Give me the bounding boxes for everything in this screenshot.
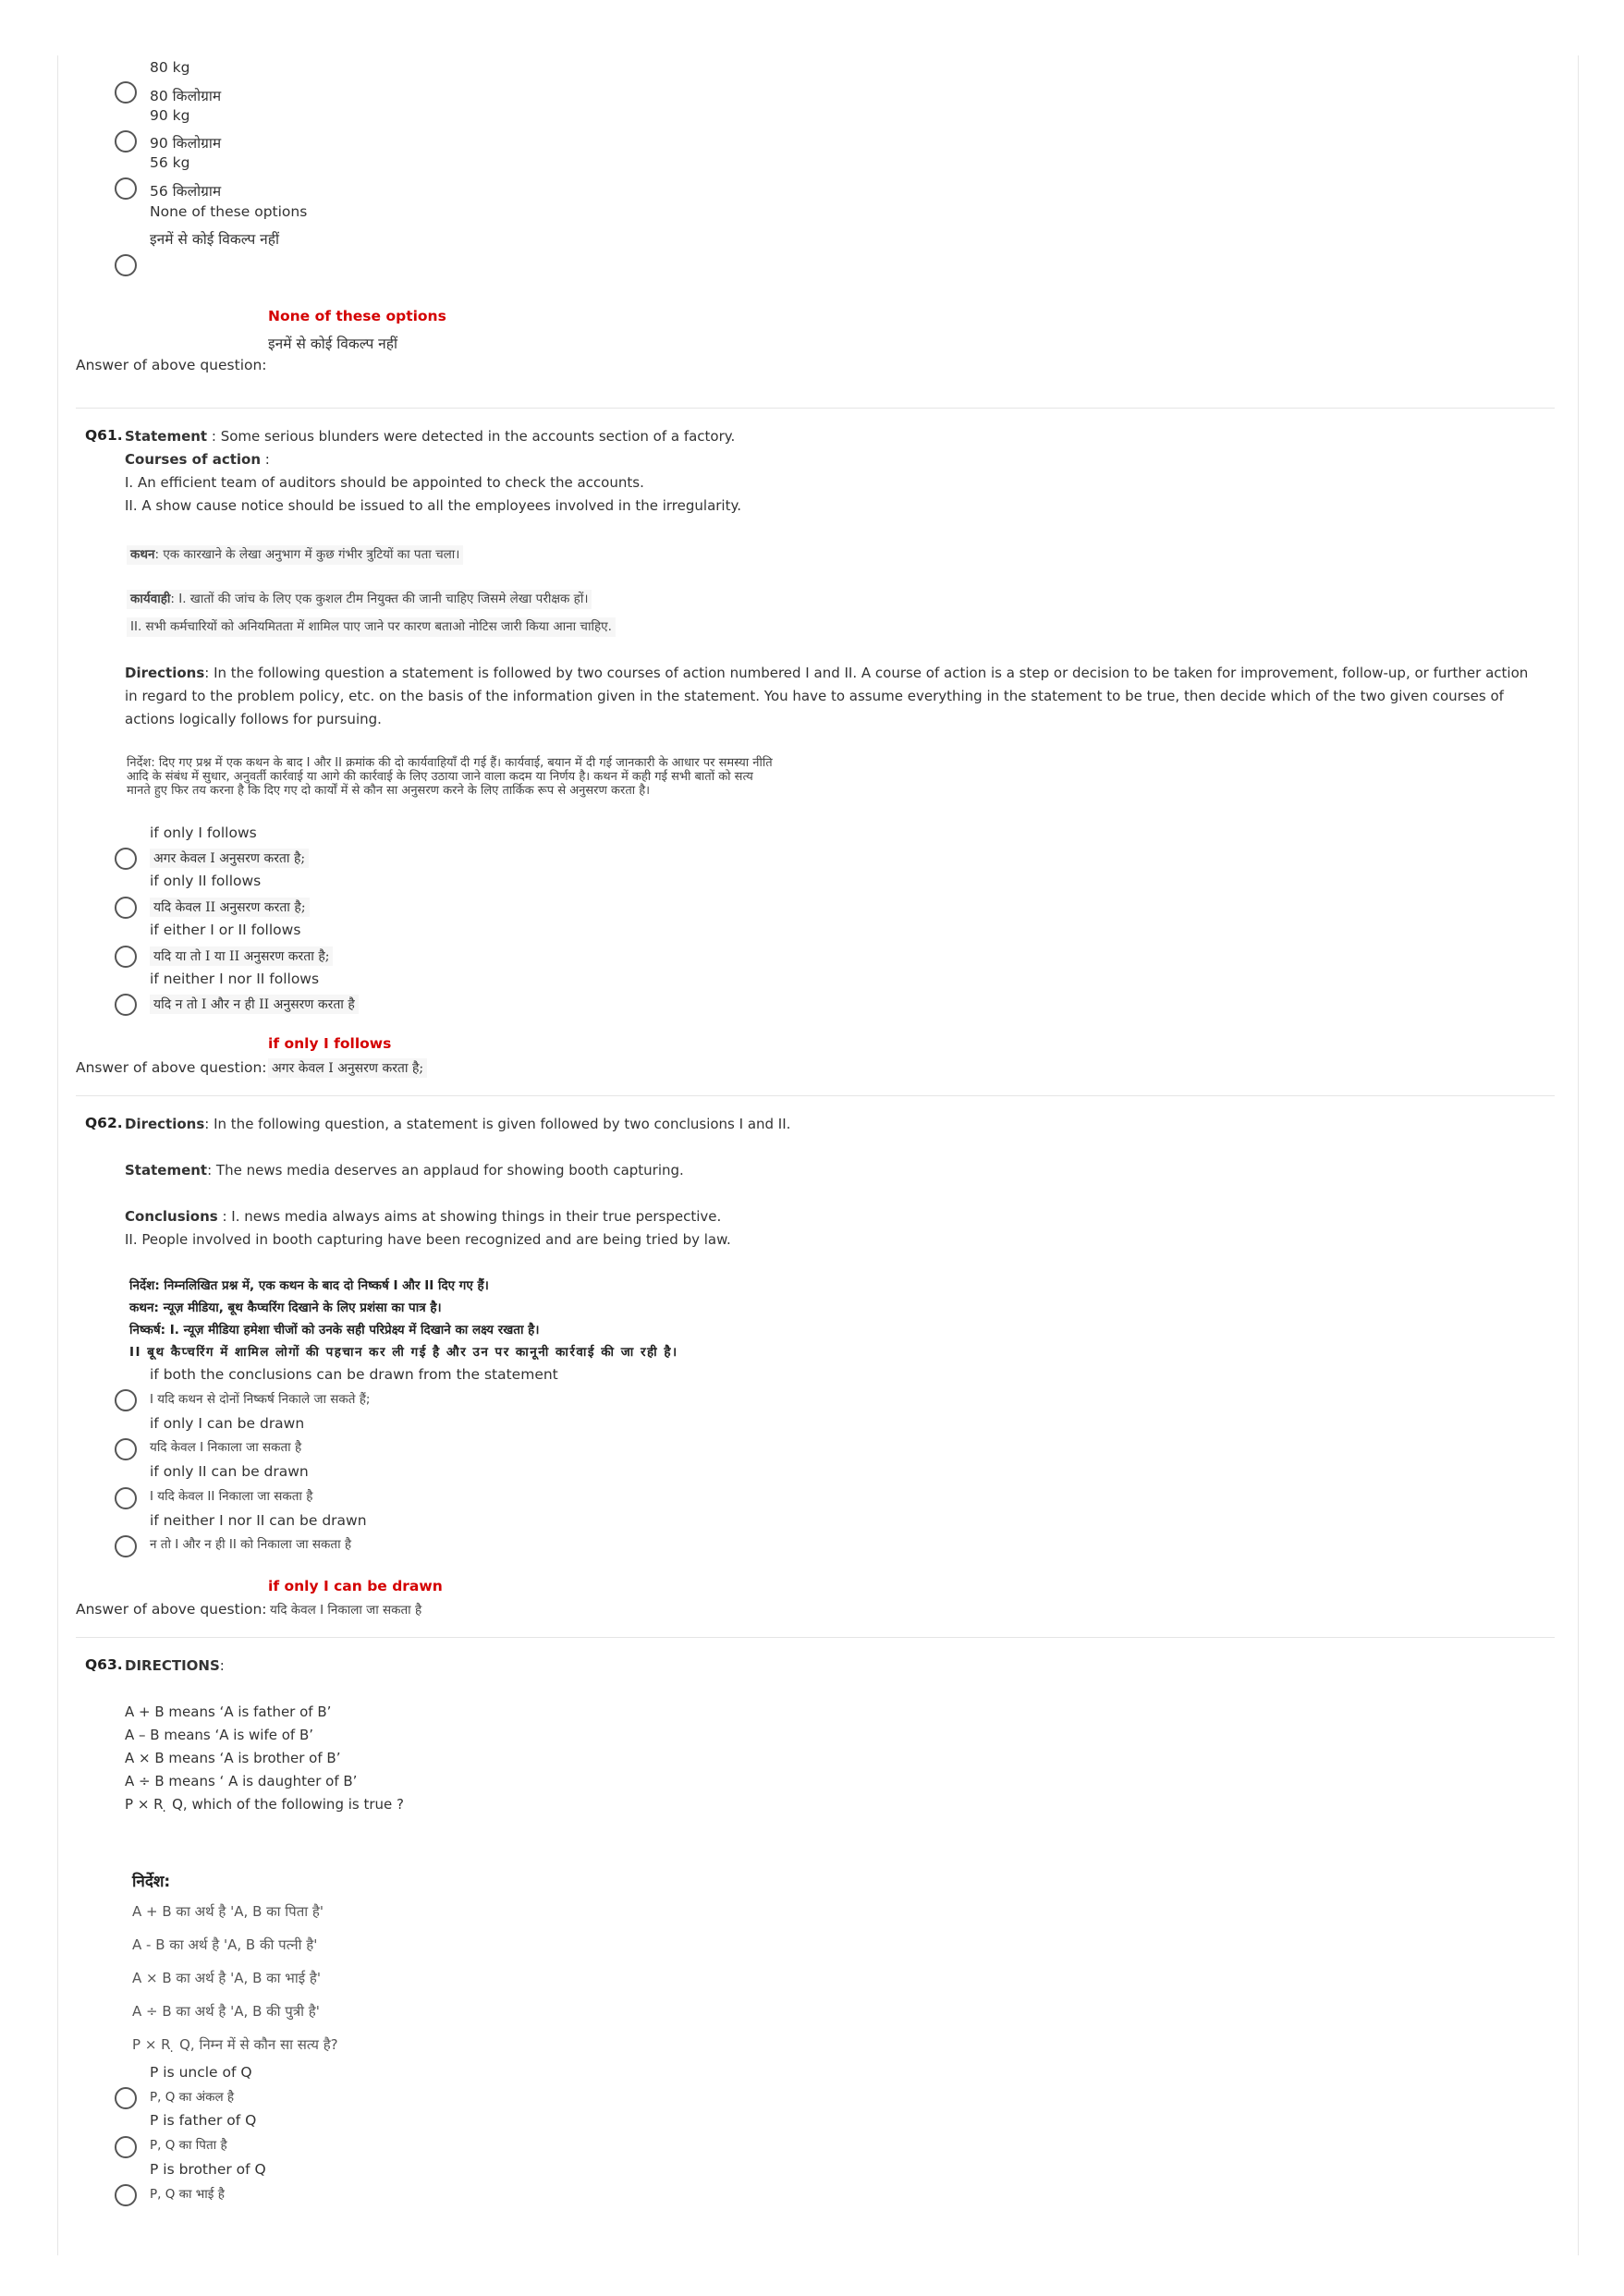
hindi-line: निर्देश: निम्नलिखित प्रश्न में, एक कथन के बाद दो निष्कर्ष I और II दिए गए हैं। (129, 1278, 489, 1293)
option-text-hindi: न तो I और न ही II को निकाला जा सकता है (150, 1537, 352, 1552)
option-radio[interactable] (115, 897, 137, 919)
hindi-statement-text: : एक कारखाने के लेखा अनुभाग में कुछ गंभीर त्रुटियों का पता चला। (154, 547, 460, 562)
hindi-line: II बूथ कैप्चरिंग में शामिल लोगों की पहचान कर ली गई है और उन पर कानूनी कार्रवाई की जा रही है। (129, 1345, 678, 1360)
option-radio[interactable] (115, 254, 137, 276)
directions-line (125, 1656, 225, 1675)
option-text-hindi: इनमें से कोई विकल्प नहीं (150, 231, 280, 248)
directions-text: : In the following question, a statement is given followed by two conclusions I and II. (204, 1116, 791, 1132)
statement-text: : The news media deserves an applaud for showing booth capturing. (207, 1162, 684, 1179)
conclusion-2: II. People involved in booth capturing have been recognized and are being tried by law. (125, 1231, 731, 1248)
hindi-action-text: : I. खातों की जांच के लिए एक कुशल टीम नियुक्त की जानी चाहिए जिसमे लेखा परीक्षक हों। (170, 592, 589, 606)
rule-line: A ÷ B means ‘ A is daughter of B’ (125, 1773, 358, 1789)
correct-answer: None of these options (268, 308, 446, 324)
hindi-rule-line: A ÷ B का अर्थ है 'A, B की पुत्री है' (132, 2003, 320, 2020)
option-text-hindi: I यदि केवल II निकाला जा सकता है (150, 1489, 313, 1504)
hindi-action-label: कार्यवाही (130, 592, 171, 606)
option-text-hindi: यदि केवल I निकाला जा सकता है (150, 1440, 302, 1455)
option-text-hindi: यदि केवल II अनुसरण करता है; (150, 898, 310, 917)
correct-answer: if only I can be drawn (268, 1578, 443, 1594)
rule-line: A × B means ‘A is brother of B’ (125, 1750, 341, 1766)
directions-label: DIRECTIONS (125, 1657, 220, 1674)
option-text: if neither I nor II can be drawn (150, 1512, 367, 1529)
hindi-statement-label: कथन (130, 547, 155, 562)
conclusion-1-text: : I. news media always aims at showing things in their true perspective. (222, 1208, 722, 1225)
option-text: 90 kg (150, 107, 190, 124)
conclusion-1 (125, 1207, 721, 1226)
option-text: if neither I nor II follows (150, 971, 320, 987)
correct-answer-hindi: इनमें से कोई विकल्प नहीं (268, 336, 398, 352)
correct-answer-hindi: यदि केवल I निकाला जा सकता है (270, 1603, 422, 1618)
option-text: P is brother of Q (150, 2161, 266, 2178)
hindi-rule-line: P × R ̣ Q, निम्न में से कौन सा सत्य है? (132, 2036, 338, 2053)
question-number: Q63. (85, 1656, 123, 1673)
directions-text: : In the following question a statement is followed by two courses of action numbered I and II. A course of action is a step or decision to be taken for improvement, follow-up, or further action in regard to the problem policy, etc. on the basis of the information given in the statement. You have to assume everything in the statement to be true, then decide which of the two given courses of actions logically follows for pursuing. (125, 665, 1529, 727)
option-radio[interactable] (115, 1389, 137, 1411)
statement-label: Statement (125, 428, 208, 445)
courses-line (125, 450, 270, 469)
option-text: if only II can be drawn (150, 1463, 309, 1480)
option-text: 80 kg (150, 59, 190, 76)
option-text: P is uncle of Q (150, 2064, 252, 2081)
hindi-directions-title: निर्देश: (132, 1873, 171, 1891)
statement-text: : Some serious blunders were detected in the accounts section of a factory. (211, 428, 736, 445)
hindi-rule-line: A + B का अर्थ है 'A, B का पिता है' (132, 1903, 324, 1920)
option-text-hindi: यदि न तो I और न ही II अनुसरण करता है (150, 995, 359, 1014)
hindi-action-1 (127, 590, 592, 609)
option-text: if only I can be drawn (150, 1415, 305, 1432)
option-text-hindi: यदि या तो I या II अनुसरण करता है; (150, 946, 333, 966)
option-text: P is father of Q (150, 2112, 257, 2129)
divider (76, 1095, 1555, 1096)
option-text: if only II follows (150, 873, 262, 889)
option-text-hindi: 90 किलोग्राम (150, 135, 222, 152)
correct-answer: if only I follows (268, 1035, 392, 1052)
option-radio[interactable] (115, 848, 137, 870)
course-1: I. An efficient team of auditors should be appointed to check the accounts. (125, 474, 644, 491)
option-radio[interactable] (115, 81, 137, 104)
courses-label: Courses of action (125, 451, 262, 468)
answer-label: Answer of above question: (76, 1059, 267, 1076)
page-frame (57, 55, 1579, 2255)
divider (76, 408, 1555, 409)
statement-label: Statement (125, 1162, 208, 1179)
correct-answer-hindi: अगर केवल I अनुसरण करता है; (268, 1058, 427, 1078)
option-radio[interactable] (115, 2087, 137, 2109)
answer-label: Answer of above question: (76, 1601, 267, 1618)
rule-line: A – B means ‘A is wife of B’ (125, 1727, 314, 1743)
rule-line: A + B means ‘A is father of B’ (125, 1704, 332, 1720)
option-text: if either I or II follows (150, 922, 301, 938)
option-radio[interactable] (115, 1535, 137, 1557)
option-text: if both the conclusions can be drawn from the statement (150, 1366, 558, 1383)
option-text: if only I follows (150, 824, 257, 841)
option-radio[interactable] (115, 2184, 137, 2206)
answer-label: Answer of above question: (76, 357, 267, 373)
hindi-directions: निर्देश: दिए गए प्रश्न में एक कथन के बाद I और II क्रमांक की दो कार्यवाहियाँ दी गई हैं। कार्यवाई, बयान में दी गई जानकारी के आधार पर समस्या नीति आदि के संबंध में सुधार, अनुवर्ती कार्रवाई या आगे की कार्रवाई के लिए उठाया जाने वाला कदम या निर्णय है। कथन में कही गई सभी बातों को सत्य मानते हुए फिर तय करना है कि दिए गए दो कार्यों में से कौन सा अनुसरण करने के लिए तार्किक रूप से अनुसरण करता है। (127, 756, 773, 798)
option-text-hindi: P, Q का भाई है (150, 2187, 225, 2202)
question-number: Q61. (85, 427, 123, 444)
option-radio[interactable] (115, 1438, 137, 1460)
courses-colon: : (264, 451, 270, 468)
option-text-hindi: 80 किलोग्राम (150, 88, 222, 104)
conclusions-label: Conclusions (125, 1208, 218, 1225)
directions-label: Directions (125, 665, 205, 681)
option-text: 56 kg (150, 154, 190, 171)
option-text-hindi: अगर केवल I अनुसरण करता है; (150, 849, 309, 868)
rule-line: P × R ̣ Q, which of the following is true ? (125, 1796, 404, 1813)
hindi-rule-line: A - B का अर्थ है 'A, B की पत्नी है' (132, 1936, 318, 1953)
option-text-hindi: P, Q का अंकल है (150, 2090, 235, 2105)
hindi-rule-line: A × B का अर्थ है 'A, B का भाई है' (132, 1970, 321, 1986)
question-number: Q62. (85, 1115, 123, 1131)
statement-line (125, 1161, 684, 1179)
divider (76, 1637, 1555, 1638)
hindi-statement (127, 545, 463, 565)
course-2: II. A show cause notice should be issued to all the employees involved in the irregularity. (125, 497, 741, 514)
option-radio[interactable] (115, 130, 137, 153)
directions-colon: : (219, 1657, 225, 1674)
option-radio[interactable] (115, 1487, 137, 1509)
hindi-action-2: II. सभी कर्मचारियों को अनियमितता में शामिल पाए जाने पर कारण बताओ नोटिस जारी किया आना चाहिए. (127, 617, 616, 637)
option-text-hindi: 56 किलोग्राम (150, 183, 222, 200)
directions-line (125, 1115, 790, 1133)
statement-line (125, 427, 735, 446)
option-text-hindi: I यदि कथन से दोनों निष्कर्ष निकाले जा सकते हैं; (150, 1392, 371, 1407)
directions-label: Directions (125, 1116, 205, 1132)
hindi-line: कथन: न्यूज़ मीडिया, बूथ कैप्चरिंग दिखाने के लिए प्रशंसा का पात्र है। (129, 1301, 442, 1315)
option-text-hindi: P, Q का पिता है (150, 2138, 227, 2153)
directions-paragraph (125, 662, 1530, 731)
option-radio[interactable] (115, 177, 137, 200)
option-radio[interactable] (115, 994, 137, 1016)
option-radio[interactable] (115, 946, 137, 968)
option-text: None of these options (150, 203, 308, 220)
option-radio[interactable] (115, 2136, 137, 2158)
hindi-line: निष्कर्ष: I. न्यूज़ मीडिया हमेशा चीजों को उनके सही परिप्रेक्ष्य में दिखाने का लक्ष्य रखता है। (129, 1323, 540, 1337)
